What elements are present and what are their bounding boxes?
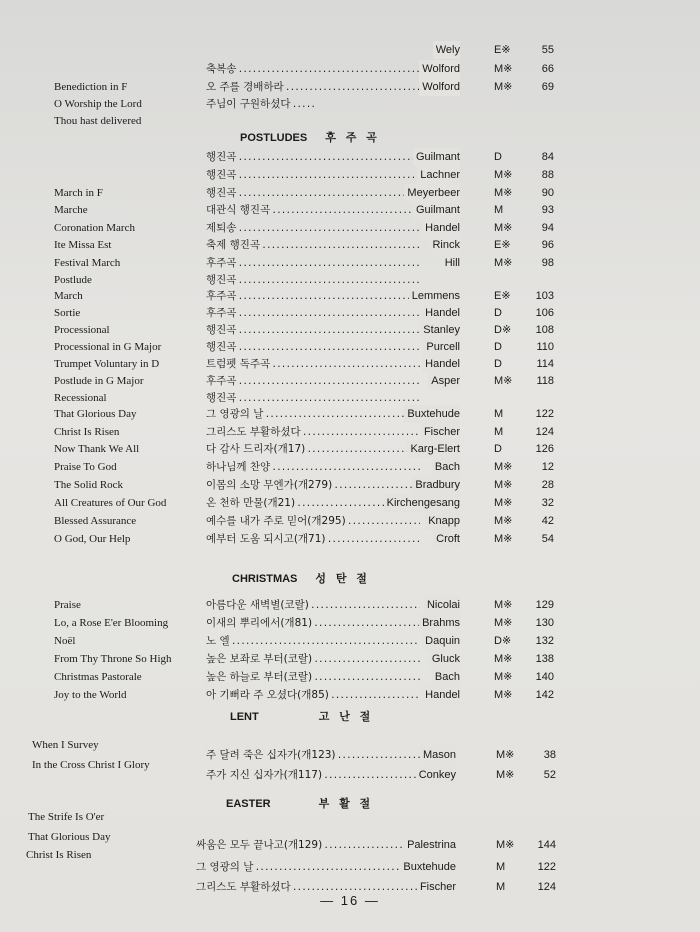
composer: Fischer [421, 423, 460, 441]
korean-title: 축복송 . . . [206, 60, 420, 78]
key: M※ [496, 749, 515, 761]
list-item [0, 808, 700, 826]
list-item [0, 423, 700, 441]
composer: Rinck [429, 236, 460, 254]
page-number: 140 [535, 671, 554, 683]
english-title: Trumpet Voluntary in D [54, 358, 160, 370]
key: M※ [494, 533, 513, 545]
list-item [0, 632, 700, 650]
korean-title: 높은 하늘로 부터(코랄) . . . [206, 668, 420, 686]
composer: Hill [442, 254, 460, 272]
key: M※ [494, 375, 513, 387]
english-title: March [54, 290, 83, 302]
composer: Stanley [420, 321, 460, 339]
page-number: 129 [535, 599, 554, 611]
composer: Meyerbeer [404, 184, 460, 202]
english-title: When I Survey [32, 739, 99, 751]
page-number: 106 [535, 307, 554, 319]
page-number: 38 [543, 749, 556, 761]
list-item [0, 355, 700, 373]
english-title: Blessed Assurance [54, 515, 137, 527]
key: M [494, 204, 504, 216]
page-number: 93 [541, 204, 554, 216]
english-title: Lo, a Rose E'er Blooming [54, 617, 169, 629]
list-item [0, 287, 700, 305]
english-title: Joy to the World [54, 689, 127, 701]
page-number: 98 [541, 257, 554, 269]
english-title: Postlude [54, 274, 92, 286]
page-number: 122 [537, 861, 556, 873]
english-title: Christ Is Risen [26, 849, 92, 861]
english-title: Festival March [54, 257, 121, 269]
key: M※ [494, 617, 513, 629]
key: D※ [494, 324, 512, 336]
english-title: That Glorious Day [28, 831, 111, 843]
composer: Conkey [416, 766, 456, 784]
english-title: Now Thank We All [54, 443, 140, 455]
korean-title: 이몸의 소망 무엔가(개279) . . . [206, 476, 420, 494]
korean-title: 하나님께 찬양 . . . [206, 458, 420, 476]
page-number: 142 [535, 689, 554, 701]
english-title: In the Cross Christ I Glory [32, 759, 150, 771]
english-title: Christmas Pastorale [54, 671, 142, 683]
english-title: O God, Our Help [54, 533, 131, 545]
list-item [0, 596, 700, 614]
composer: Handel [422, 686, 460, 704]
list-item [0, 512, 700, 530]
composer: Buxtehude [404, 405, 460, 423]
english-title: O Worship the Lord [54, 98, 142, 110]
composer: Lemmens [409, 287, 460, 305]
korean-title: 행진곡 . . . [206, 271, 420, 289]
key: M※ [494, 515, 513, 527]
korean-title: 오 주를 경배하라 . . . [206, 78, 420, 96]
section-heading-easter: EASTER 부 활 절 [226, 797, 374, 810]
english-title: The Strife Is O'er [28, 811, 105, 823]
key: D※ [494, 635, 512, 647]
list-item [0, 476, 700, 494]
page-number: 66 [541, 63, 554, 75]
list-item [0, 766, 700, 784]
composer: Guilmant [413, 201, 460, 219]
page-number: 96 [541, 239, 554, 251]
english-title: Processional [54, 324, 110, 336]
page-number: 88 [541, 169, 554, 181]
list-item [0, 530, 700, 548]
english-title: March in F [54, 187, 103, 199]
composer: Bach [432, 458, 460, 476]
english-title: The Solid Rock [54, 479, 124, 491]
korean-title: 예수를 내가 주로 믿어(개295) . . . [206, 512, 420, 530]
composer: Wolford [419, 78, 460, 96]
korean-title: 축제 행진곡 . . . [206, 236, 420, 254]
key: E※ [494, 44, 511, 56]
page-number: 114 [536, 358, 554, 370]
key: M※ [494, 689, 513, 701]
list-item [0, 614, 700, 632]
key: M※ [494, 169, 513, 181]
list-item [0, 372, 700, 390]
english-title: Noël [54, 635, 76, 647]
key: M※ [496, 839, 515, 851]
list-item [0, 440, 700, 458]
english-title: Coronation March [54, 222, 135, 234]
list-item [0, 304, 700, 322]
page-number: 122 [535, 408, 554, 420]
page-number: 28 [541, 479, 554, 491]
section-heading-christmas: CHRISTMAS 성 탄 절 [232, 572, 370, 585]
list-item [0, 746, 700, 764]
korean-title: 그리스도 부활하셨다 . . . [206, 423, 420, 441]
korean-title: 예부터 도움 되시고(개71) . . . [206, 530, 420, 548]
composer: Gluck [429, 650, 460, 668]
english-title: Thou hast delivered [54, 115, 142, 127]
list-item [0, 60, 700, 78]
korean-title: 온 천하 만물(개21) . . . [206, 494, 420, 512]
composer: Palestrina [404, 836, 456, 854]
list-item [0, 321, 700, 339]
list-item [0, 338, 700, 356]
key: M※ [494, 257, 513, 269]
composer: Fischer [417, 878, 456, 896]
korean-title: 후주곡 . . . [206, 287, 420, 305]
english-title: That Glorious Day [54, 408, 137, 420]
list-item [0, 236, 700, 254]
list-item [0, 95, 700, 113]
key: E※ [494, 290, 511, 302]
page-number: 52 [543, 769, 556, 781]
page-number: 124 [535, 426, 554, 438]
key: M※ [496, 769, 515, 781]
composer: Handel [422, 219, 460, 237]
korean-title: 그리스도 부활하셨다 . . . [196, 878, 426, 896]
key: E※ [494, 239, 511, 251]
korean-title: 그 영광의 날 . . . [196, 858, 426, 876]
korean-title: 행진곡 . . . [206, 166, 420, 184]
composer: Wely [433, 41, 460, 59]
page-footer-number: — 16 — [320, 893, 380, 908]
korean-title: 대관식 행진곡 . . . [206, 201, 420, 219]
list-item [0, 184, 700, 202]
english-title: From Thy Throne So High [54, 653, 172, 665]
english-title: Sortie [54, 307, 81, 319]
korean-title: 높은 보좌로 부터(코랄) . . . [206, 650, 420, 668]
composer: Bradbury [412, 476, 460, 494]
english-title: Postlude in G Major [54, 375, 144, 387]
section-heading-postludes: POSTLUDES 후 주 곡 [240, 131, 380, 144]
page-number: 90 [541, 187, 554, 199]
section-heading-lent: LENT 고 난 절 [230, 710, 374, 723]
key: M※ [494, 222, 513, 234]
key: D [494, 341, 502, 353]
korean-title: 행진곡 . . . [206, 338, 420, 356]
composer: Asper [428, 372, 460, 390]
key: D [494, 443, 502, 455]
key: M※ [494, 671, 513, 683]
list-item [0, 166, 700, 184]
korean-title: 행진곡 . . . [206, 148, 420, 166]
composer: Daquin [422, 632, 460, 650]
composer: Brahms [419, 614, 460, 632]
key: M※ [494, 599, 513, 611]
composer: Lachner [417, 166, 460, 184]
list-item [0, 112, 700, 130]
english-title: Processional in G Major [54, 341, 162, 353]
key: D [494, 358, 502, 370]
composer: Croft [433, 530, 460, 548]
page-number: 55 [541, 44, 554, 56]
list-item [0, 78, 700, 96]
composer: Buxtehude [400, 858, 456, 876]
key: M※ [494, 63, 513, 75]
page-number: 110 [536, 341, 554, 353]
composer: Wolford [419, 60, 460, 78]
korean-title: 노 엘 . . . [206, 632, 420, 650]
page-number: 138 [535, 653, 554, 665]
korean-title: 주가 지신 십자가(개117) . . . [206, 766, 456, 784]
page-number: 54 [541, 533, 554, 545]
composer: Handel [422, 355, 460, 373]
list-item [0, 458, 700, 476]
list-item [0, 219, 700, 237]
korean-title: 행진곡 . . . [206, 389, 420, 407]
composer: Kirchengesang [384, 494, 460, 512]
korean-title: 후주곡 . . . [206, 254, 420, 272]
composer: Nicolai [424, 596, 460, 614]
list-item [0, 254, 700, 272]
list-item [0, 686, 700, 704]
english-title: Christ Is Risen [54, 426, 120, 438]
english-title: All Creatures of Our God [54, 497, 167, 509]
korean-title: 아 기뻐라 주 오셨다(개85) . . . [206, 686, 420, 704]
list-item [0, 494, 700, 512]
list-item [0, 148, 700, 166]
composer: Purcell [423, 338, 460, 356]
page-number: 94 [541, 222, 554, 234]
key: D [494, 307, 502, 319]
list-item [0, 201, 700, 219]
composer: Mason [420, 746, 456, 764]
page-number: 108 [535, 324, 554, 336]
composer: Karg-Elert [407, 440, 460, 458]
composer: Bach [432, 668, 460, 686]
list-item [0, 41, 700, 59]
key: M [496, 861, 506, 873]
page-number: 32 [541, 497, 554, 509]
page-number: 103 [535, 290, 554, 302]
key: M※ [494, 497, 513, 509]
korean-title: 행진곡 . . . [206, 321, 420, 339]
key: M※ [494, 81, 513, 93]
page-number: 126 [535, 443, 554, 455]
key: M [494, 426, 504, 438]
korean-title: 그 영광의 날 . . . [206, 405, 420, 423]
key: M [496, 881, 506, 893]
korean-title: 다 감사 드리자(개17) . . . [206, 440, 420, 458]
korean-title: 트럼펫 독주곡 . . . [206, 355, 420, 373]
english-title: Marche [54, 204, 88, 216]
korean-title: 제퇴송 . . . [206, 219, 420, 237]
english-title: Praise [54, 599, 81, 611]
key: M※ [494, 187, 513, 199]
korean-title: 후주곡 . . . [206, 372, 420, 390]
page-number: 132 [535, 635, 554, 647]
korean-title: 주님이 구원하셨다 . . . [206, 95, 316, 113]
english-title: Recessional [54, 392, 107, 404]
page-number: 42 [541, 515, 554, 527]
korean-title: 이새의 뿌리에서(개81) . . . [206, 614, 420, 632]
list-item [0, 836, 700, 854]
composer: Guilmant [413, 148, 460, 166]
composer: Knapp [425, 512, 460, 530]
page-number: 12 [541, 461, 554, 473]
korean-title: 행진곡 . . . [206, 184, 420, 202]
list-item [0, 405, 700, 423]
page-number: 124 [537, 881, 556, 893]
korean-title: 주 달려 죽은 십자가(개123) . . . [206, 746, 456, 764]
korean-title: 싸움은 모두 끝나고(개129) . . . [196, 836, 426, 854]
korean-title: 아름다운 새벽별(코랄) . . . [206, 596, 420, 614]
english-title: Benediction in F [54, 81, 128, 93]
composer: Handel [422, 304, 460, 322]
key: D [494, 151, 502, 163]
key: M※ [494, 461, 513, 473]
page-number: 118 [536, 375, 554, 387]
list-item [0, 858, 700, 876]
page-number: 84 [541, 151, 554, 163]
list-item [0, 668, 700, 686]
key: M [494, 408, 504, 420]
page-number: 69 [541, 81, 554, 93]
english-title: Ite Missa Est [54, 239, 112, 251]
page-number: 144 [537, 839, 556, 851]
key: M※ [494, 479, 513, 491]
korean-title: 후주곡 . . . [206, 304, 420, 322]
list-item [0, 650, 700, 668]
key: M※ [494, 653, 513, 665]
page-number: 130 [535, 617, 554, 629]
english-title: Praise To God [54, 461, 117, 473]
